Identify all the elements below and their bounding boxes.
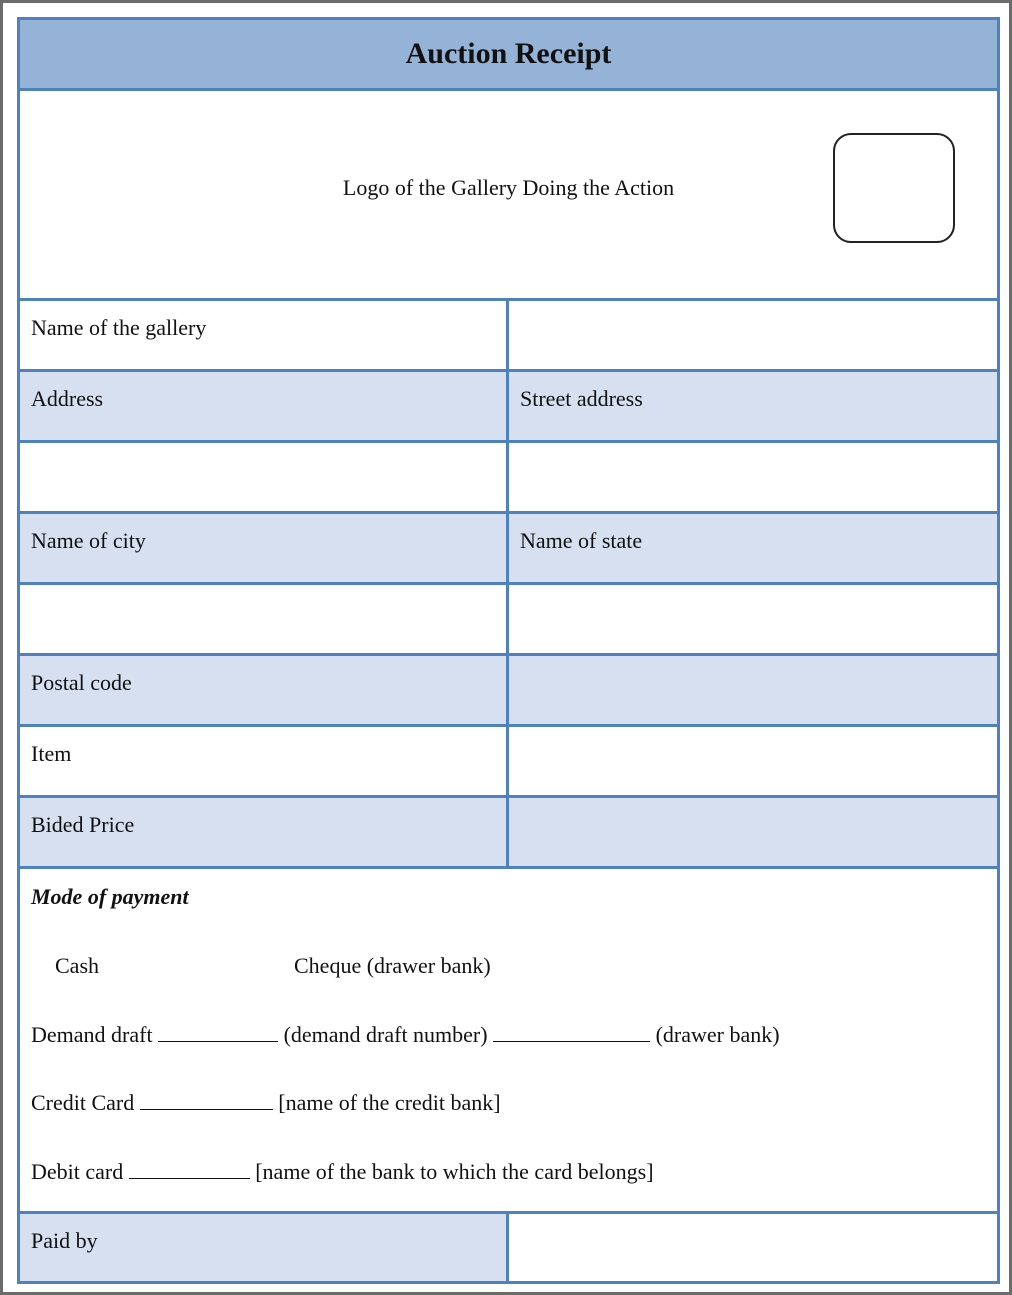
- row-value-field[interactable]: Street address: [520, 386, 643, 411]
- logo-section: [20, 91, 997, 301]
- logo-placeholder-text: Logo of the Gallery Doing the Action: [342, 175, 675, 200]
- row-label: Name of state: [520, 528, 643, 553]
- auction-receipt-form: [17, 17, 1000, 1284]
- row-address-entry: [20, 443, 997, 514]
- row-label: Postal code: [20, 656, 509, 724]
- debit-card-label: Debit card: [31, 1159, 124, 1184]
- demand-draft-blank[interactable]: [158, 1023, 278, 1042]
- form-title: Auction Receipt: [20, 20, 997, 91]
- row-item: [20, 727, 997, 798]
- row-city-state-entry: [20, 585, 997, 656]
- row-paid-by: [20, 1214, 997, 1281]
- row-value-field[interactable]: [20, 585, 509, 653]
- row-label: Bided Price: [20, 798, 509, 866]
- row-label: Name of the gallery: [20, 301, 509, 369]
- paid-by-label: Paid by: [20, 1214, 509, 1281]
- row-city-state: [20, 514, 997, 585]
- demand-draft-number-blank[interactable]: [493, 1023, 650, 1042]
- row-value-field[interactable]: [509, 727, 997, 795]
- credit-card-bank-label: [name of the credit bank]: [278, 1090, 501, 1115]
- row-value-field[interactable]: [509, 443, 997, 511]
- demand-draft-bank-label: (drawer bank): [655, 1022, 780, 1047]
- payment-cash-option[interactable]: Cash: [55, 953, 99, 978]
- row-value-field[interactable]: [509, 798, 997, 866]
- row-address: [20, 372, 997, 443]
- row-label: Name of city: [20, 514, 509, 582]
- demand-draft-line: [31, 1022, 780, 1048]
- row-label: Address: [20, 372, 509, 440]
- demand-draft-label: Demand draft: [31, 1022, 153, 1047]
- row-gallery-name: [20, 301, 997, 372]
- paid-by-field[interactable]: [509, 1214, 997, 1281]
- debit-card-blank[interactable]: [129, 1160, 250, 1179]
- row-value-field[interactable]: [509, 301, 997, 369]
- row-value-field[interactable]: [20, 443, 509, 511]
- credit-card-line: [31, 1090, 501, 1116]
- logo-box: [833, 133, 955, 243]
- row-bided-price: [20, 798, 997, 869]
- debit-card-line: [31, 1159, 654, 1185]
- row-value-field[interactable]: [509, 585, 997, 653]
- row-value-field[interactable]: [509, 656, 997, 724]
- debit-card-bank-label: [name of the bank to which the card belongs]: [255, 1159, 654, 1184]
- payment-section: [20, 869, 997, 1214]
- row-label: Item: [20, 727, 509, 795]
- demand-draft-number-label: (demand draft number): [283, 1022, 488, 1047]
- row-postal-code: [20, 656, 997, 727]
- payment-heading: Mode of payment: [31, 884, 189, 909]
- payment-cheque-option[interactable]: Cheque (drawer bank): [294, 953, 491, 978]
- credit-card-blank[interactable]: [140, 1091, 273, 1110]
- credit-card-label: Credit Card: [31, 1090, 135, 1115]
